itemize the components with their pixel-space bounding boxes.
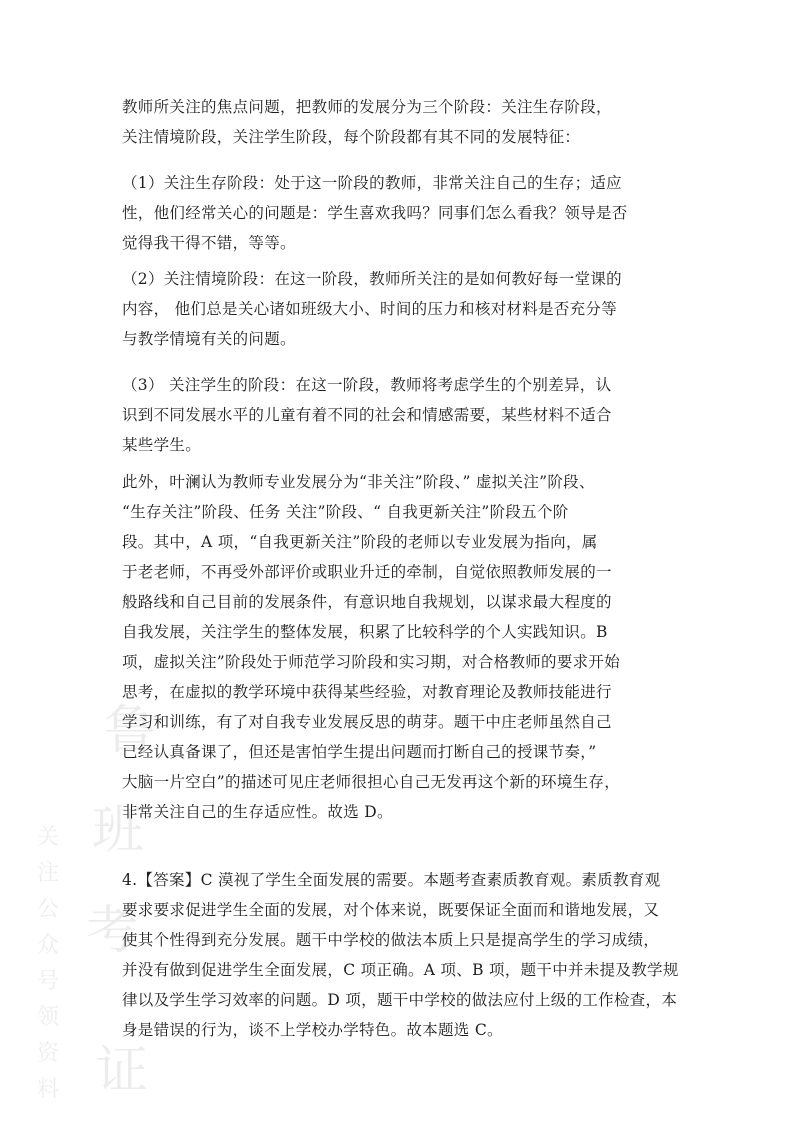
- stage-1-paragraph: （1）关注生存阶段：处于这一阶段的教师，非常关注自己的生存；适应 性，他们经常关心的问题是：学生喜欢我吗？同事们怎么看我？领导是否 觉得我干得不错，等等。: [122, 174, 628, 252]
- watermark-vchar: 资: [36, 1041, 59, 1066]
- stage-2-paragraph: （2）关注情境阶段：在这一阶段，教师所关注的是如何教好每一堂课的 内容， 他们总是关心诸如班级大小、时间的压力和核对材料是否充分等 与教学情境有关的问题。: [122, 270, 622, 348]
- intro-paragraph: 教师所关注的焦点问题，把教师的发展分为三个阶段：关注生存阶段， 关注情境阶段，关注学生阶段，每个阶段都有其不同的发展特征：: [122, 98, 612, 146]
- stage-3-paragraph: （3） 关注学生的阶段：在这一阶段，教师将考虑学生的个别差异，认 识到不同发展水平的儿童有着不同的社会和情感需要，某些材料不适合 某些学生。: [122, 376, 612, 454]
- explanation-paragraph: 此外，叶澜认为教师专业发展分为“非关注”阶段、” 虚拟关注”阶段、 “生存关注”阶段、任务 关注”阶段、“ 自我更新关注”阶段五个阶 段。其中，A 项，“自我更新关注”阶段的老师以专业发展为指向，属 于老老师，不再受外部评价或职业升迁的牵制，自觉依照教师发展的一 般路线和自己目前的发展条件，有意识地自我规划，以谋求最大程度的 自我发展，关注学生的整体发展，积累了比较科学的个人实践知识。B 项，虚拟关注”阶段处于师范学习阶段和实习期，对合格教师的要求开始 思考，在虚拟的教学环境中获得某些经验，对教育理论及教师技能进行 学习和训练，有了对自我专业发展反思的萌芽。题干中庄老师虽然自己 已经认真备课了，但还是害怕学生提出问题而打断自己的授课节奏，” 大脑一片空白”的描述可见庄老师很担心自己无发再这个新的环境生存， 非常关注自己的生存适应性。故选 D。: [122, 473, 621, 821]
- watermark-char-1: 鲁: [103, 701, 156, 761]
- watermark-vchar: 料: [36, 1077, 59, 1102]
- watermark-char-4: 证: [95, 1041, 148, 1101]
- watermark-vertical-text: [33, 820, 63, 1108]
- watermark-char-2: 班: [91, 801, 144, 861]
- watermark-vchar: 领: [36, 1005, 59, 1030]
- watermark-vchar: 公: [36, 897, 59, 922]
- answer-4-paragraph: 4.【答案】C 漠视了学生全面发展的需要。本题考查素质教育观。素质教育观 要求要求促进学生全面的发展，对个体来说，既要保证全面而和谐地发展，又 使其个性得到充分发展。题干中学校的做法本质上只是提高学生的学习成绩， 并没有做到促进学生全面发展，C 项正确。A 项、B 项，题干中并未提及教学规 律以及学生学习效率的问题。D 项，题干中学校的做法应付上级的工作检查，本 身是错误的行为，谈不上学校办学特色。故本题选 C。: [122, 871, 679, 1039]
- watermark-vchar: 注: [36, 861, 59, 886]
- watermark-vchar: 关: [36, 825, 59, 850]
- watermark-vchar: 号: [36, 969, 59, 994]
- watermark-char-3: 考: [85, 901, 138, 961]
- watermark-vchar: 众: [36, 933, 59, 958]
